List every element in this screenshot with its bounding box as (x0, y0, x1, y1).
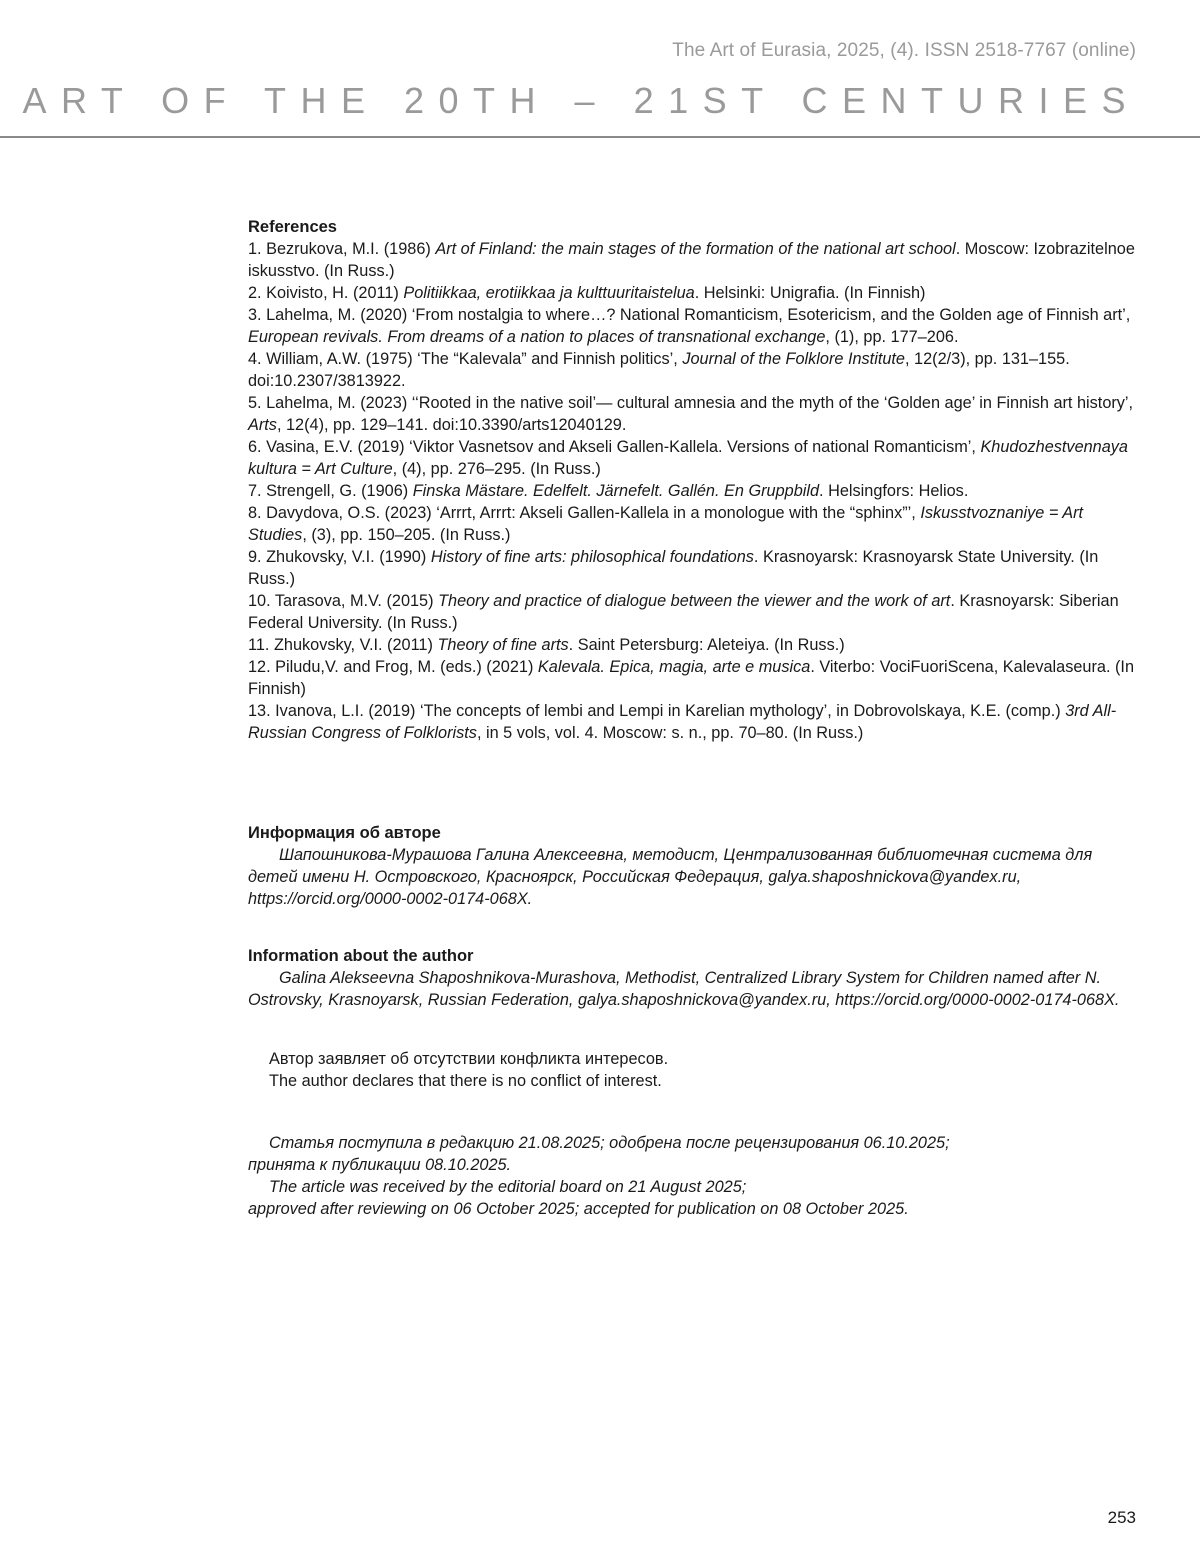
author-info-en-heading: Information about the author (248, 947, 474, 965)
reference-details: , in 5 vols, vol. 4. Moscow: s. n., pp. 70–80. (In Russ.) (476, 724, 864, 742)
dates-en-line2: approved after reviewing on 06 October 2025; accepted for publication on 08 October 2025. (248, 1200, 909, 1218)
reference-authors: 7. Strengell, G. (1906) (248, 482, 413, 500)
reference-list (248, 238, 1143, 744)
reference-details: . Helsinki: Unigrafia. (In Finnish) (694, 284, 926, 302)
reference-item (248, 480, 1143, 502)
reference-title: Theory of fine arts (437, 636, 569, 654)
reference-title: Khudozhestvennaya kultura = Art Culture (248, 438, 1128, 478)
reference-title: Politiikkaa, erotiikkaa ja kulttuuritaistelua (403, 284, 695, 302)
conflict-statement-en: The author declares that there is no conflict of interest. (269, 1072, 662, 1090)
reference-details: , (4), pp. 276–295. (In Russ.) (392, 460, 601, 478)
header-divider (0, 136, 1200, 138)
reference-item (248, 392, 1143, 436)
reference-item (248, 502, 1143, 546)
references-heading: References (248, 218, 337, 236)
reference-item (248, 304, 1143, 348)
reference-title: Art of Finland: the main stages of the formation of the national art school (435, 240, 956, 258)
reference-title: Arts (248, 416, 277, 434)
reference-authors: 1. Bezrukova, M.I. (1986) (248, 240, 436, 258)
reference-title: History of fine arts: philosophical foundations (430, 548, 754, 566)
reference-authors: 4. William, A.W. (1975) ‘The “Kalevala” and Finnish politics’, (248, 350, 683, 368)
reference-details: . Moscow: Izobrazitelnoe iskusstvo. (In Russ.) (248, 240, 1135, 280)
author-info-en-text: Galina Alekseevna Shaposhnikova-Murashova, Methodist, Centralized Library System for Children named after N. Ostrovsky, Krasnoyarsk, Russian Federation, galya.shaposhnickova@yandex.ru, https://orcid.org/0000-0002-0174-068X. (248, 969, 1120, 1009)
dates-en-line1: The article was received by the editorial board on 21 August 2025; (269, 1178, 747, 1196)
reference-item (248, 238, 1143, 282)
reference-title: European revivals. From dreams of a nation to places of transnational exchange (248, 328, 826, 346)
reference-title: Kalevala. Epica, magia, arte e musica (537, 658, 811, 676)
reference-authors: 13. Ivanova, L.I. (2019) ‘The concepts of lembi and Lempi in Karelian mythology’, in Dobrovolskaya, K.E. (comp.) (248, 702, 1066, 720)
author-info-ru-heading: Информация об авторе (248, 824, 441, 842)
reference-title: Theory and practice of dialogue between the viewer and the work of art (438, 592, 951, 610)
section-title: ART OF THE 20TH – 21ST CENTURIES (22, 80, 1140, 121)
reference-authors: 9. Zhukovsky, V.I. (1990) (248, 548, 431, 566)
reference-authors: 6. Vasina, E.V. (2019) ‘Viktor Vasnetsov and Akseli Gallen-Kallela. Versions of national Romanticism’, (248, 438, 981, 456)
reference-item (248, 590, 1143, 634)
reference-item (248, 282, 1143, 304)
reference-details: . Helsingfors: Helios. (819, 482, 969, 500)
reference-details: , (1), pp. 177–206. (825, 328, 959, 346)
journal-citation: The Art of Eurasia, 2025, (4). ISSN 2518-7767 (online) (672, 40, 1136, 61)
reference-title: 3rd All-Russian Congress of Folklorists (248, 702, 1117, 742)
reference-title: Iskusstvoznaniye = Art Studies (248, 504, 1084, 544)
reference-details: . Krasnoyarsk: Siberian Federal University. (In Russ.) (248, 592, 1119, 632)
conflict-statement-ru: Автор заявляет об отсутствии конфликта интересов. (269, 1050, 669, 1068)
reference-item (248, 348, 1143, 392)
reference-title: Journal of the Folklore Institute (682, 350, 905, 368)
reference-authors: 8. Davydova, O.S. (2023) ‘Arrrt, Arrrt: Akseli Gallen-Kallela in a monologue with the “sphinx”’, (248, 504, 921, 522)
dates-ru-line2: принята к публикации 08.10.2025. (248, 1156, 512, 1174)
page-number: 253 (1107, 1508, 1136, 1527)
reference-item (248, 700, 1143, 744)
reference-authors: 11. Zhukovsky, V.I. (2011) (248, 636, 438, 654)
reference-details: . Saint Petersburg: Aleteiya. (In Russ.) (568, 636, 845, 654)
dates-ru-line1: Статья поступила в редакцию 21.08.2025; одобрена после рецензирования 06.10.2025; (269, 1134, 950, 1152)
reference-details: . Viterbo: VociFuoriScena, Kalevalaseura. (In Finnish) (248, 658, 1135, 698)
reference-authors: 3. Lahelma, M. (2020) ‘From nostalgia to where…? National Romanticism, Esotericism, and the Golden age of Finnish art’, (248, 306, 1131, 324)
reference-item (248, 656, 1143, 700)
reference-details: , 12(2/3), pp. 131–155. doi:10.2307/3813922. (248, 350, 1070, 390)
reference-details: . Krasnoyarsk: Krasnoyarsk State University. (In Russ.) (248, 548, 1099, 588)
reference-details: , (3), pp. 150–205. (In Russ.) (302, 526, 511, 544)
reference-details: , 12(4), pp. 129–141. doi:10.3390/arts12040129. (276, 416, 627, 434)
reference-authors: 2. Koivisto, H. (2011) (248, 284, 404, 302)
author-info-ru-text: Шапошникова-Мурашова Галина Алексеевна, методист, Централизованная библиотечная система для детей имени Н. Островского, Красноярск, Российская Федерация, galya.shaposhnickova@yandex.ru, https://orcid.org/0000-0002-0174-068X. (248, 846, 1093, 908)
reference-item (248, 436, 1143, 480)
reference-item (248, 634, 1143, 656)
reference-title: Finska Mästare. Edelfelt. Järnefelt. Gallén. En Gruppbild (412, 482, 820, 500)
article-back-matter (248, 216, 1143, 1220)
reference-authors: 12. Piludu,V. and Frog, M. (eds.) (2021) (248, 658, 538, 676)
reference-authors: 5. Lahelma, M. (2023) ‘‘Rooted in the native soil’— cultural amnesia and the myth of the ‘Golden age’ in Finnish art history’, (248, 394, 1134, 412)
reference-item (248, 546, 1143, 590)
reference-authors: 10. Tarasova, M.V. (2015) (248, 592, 439, 610)
